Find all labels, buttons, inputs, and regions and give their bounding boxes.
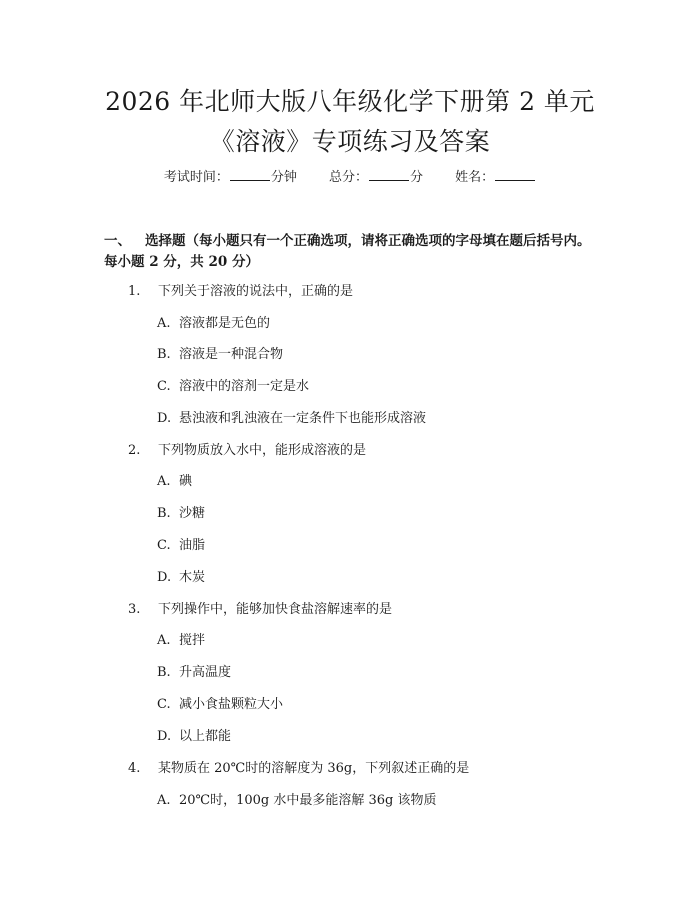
question-2-option-a [157, 472, 192, 492]
question-1-option-b [157, 345, 283, 365]
question-number: 3. [128, 602, 141, 617]
question-2-option-b [157, 504, 205, 524]
name-blank [495, 168, 535, 181]
exam-time-field [164, 170, 301, 185]
option-letter: A. [157, 316, 171, 331]
option-letter: A. [157, 793, 171, 808]
question-4 [128, 759, 469, 779]
option-letter: B. [157, 347, 171, 362]
option-text: 升高温度 [179, 665, 232, 680]
question-1 [128, 282, 353, 302]
option-text: 溶液中的溶剂一定是水 [179, 379, 310, 394]
question-text: 下列物质放入水中，能形成溶液的是 [158, 443, 367, 458]
question-text: 下列关于溶液的说法中，正确的是 [158, 284, 354, 299]
option-letter: D. [157, 411, 172, 426]
question-1-option-a [157, 314, 270, 334]
question-text: 下列操作中，能够加快食盐溶解速率的是 [158, 602, 393, 617]
option-letter: C. [157, 379, 171, 394]
option-text: 溶液都是无色的 [179, 316, 271, 331]
option-letter: A. [157, 633, 171, 648]
option-letter: B. [157, 665, 171, 680]
question-2-option-c [157, 536, 205, 556]
question-3-option-b [157, 663, 231, 683]
option-text: 溶液是一种混合物 [179, 347, 284, 362]
option-text: 20℃时，100g 水中最多能溶解 36g 该物质 [179, 793, 437, 808]
option-text: 油脂 [179, 538, 206, 553]
section-number: 一、 [104, 233, 131, 249]
option-letter: D. [157, 729, 172, 744]
section-instructions-line-2: 每小题 2 分，共 20 分） [104, 254, 259, 270]
exam-meta [0, 168, 700, 188]
option-text: 搅拌 [179, 633, 206, 648]
total-score-blank [369, 168, 409, 181]
section-instructions-line-1: 选择题（每小题只有一个正确选项，请将正确选项的字母填在题后括号内。 [145, 233, 591, 249]
total-score-field [329, 170, 427, 185]
name-field [455, 170, 536, 185]
question-number: 1. [128, 284, 141, 299]
question-number: 2. [128, 443, 141, 458]
exam-time-label: 考试时间： [163, 170, 229, 185]
question-1-option-d [157, 409, 426, 429]
question-text: 某物质在 20℃时的溶解度为 36g，下列叙述正确的是 [158, 761, 470, 776]
option-text: 沙糖 [179, 506, 206, 521]
option-text: 碘 [179, 474, 193, 489]
question-3-option-d [157, 727, 231, 747]
question-2 [128, 441, 366, 461]
option-text: 木炭 [179, 570, 206, 585]
total-score-label: 总分： [328, 170, 368, 185]
option-text: 悬浊液和乳浊液在一定条件下也能形成溶液 [179, 411, 427, 426]
option-text: 减小食盐颗粒大小 [179, 697, 284, 712]
question-4-option-a [157, 791, 436, 811]
exam-time-blank [230, 168, 270, 181]
question-2-option-d [157, 568, 205, 588]
option-letter: C. [157, 697, 171, 712]
exam-time-unit: 分钟 [270, 170, 297, 185]
option-letter: B. [157, 506, 171, 521]
option-letter: A. [157, 474, 171, 489]
question-3-option-a [157, 631, 205, 651]
page-title-line-1: 2026 年北师大版八年级化学下册第 2 单元 [105, 87, 595, 116]
total-score-unit: 分 [410, 170, 424, 185]
section-heading [104, 231, 624, 252]
option-letter: D. [157, 570, 172, 585]
question-number: 4. [128, 761, 141, 776]
option-text: 以上都能 [179, 729, 232, 744]
question-3 [128, 600, 392, 620]
section-instructions-line-2-wrap [104, 252, 624, 273]
page-title-line-2: 《溶液》专项练习及答案 [209, 127, 491, 156]
question-3-option-c [157, 695, 283, 715]
name-label: 姓名： [455, 170, 495, 185]
option-letter: C. [157, 538, 171, 553]
question-1-option-c [157, 377, 309, 397]
